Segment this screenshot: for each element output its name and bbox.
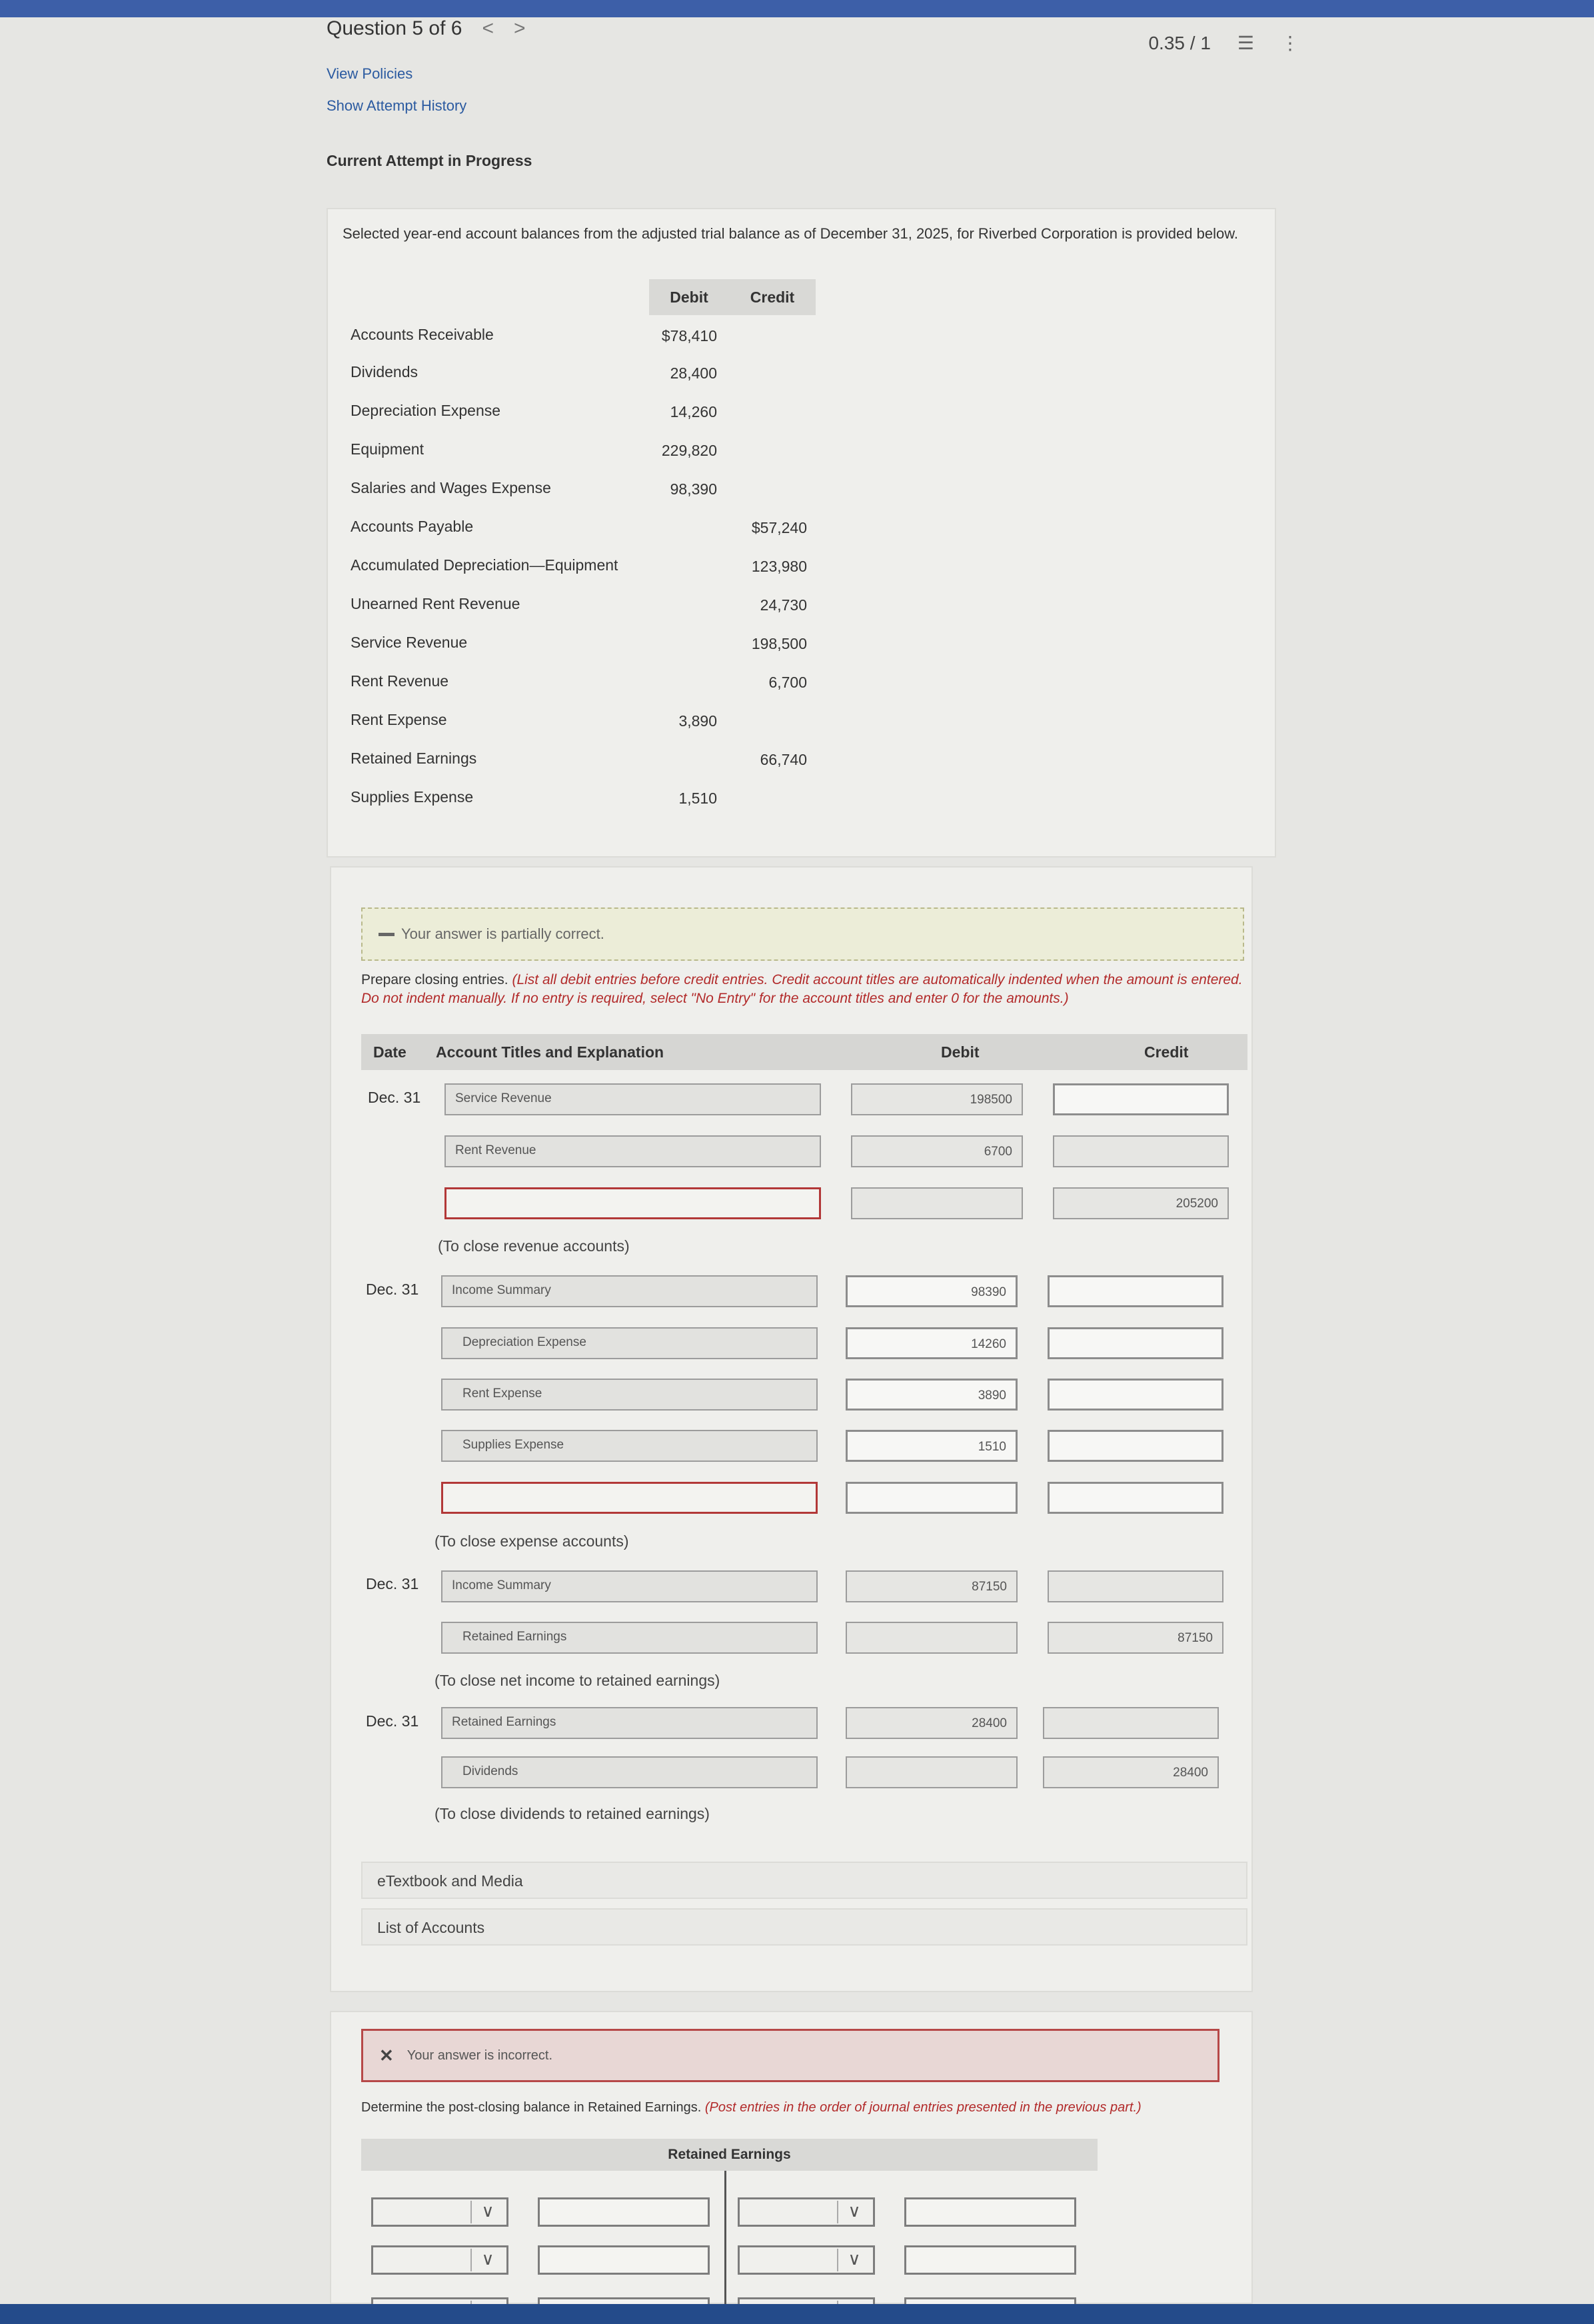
credit-input[interactable] <box>1043 1707 1219 1739</box>
tb-account: Rent Revenue <box>351 672 449 690</box>
debit-input[interactable] <box>846 1756 1018 1788</box>
entry-date: Dec. 31 <box>368 1089 421 1106</box>
debit-input[interactable]: 87150 <box>846 1570 1018 1602</box>
score-area <box>1148 32 1299 54</box>
closing-instructions <box>361 971 1247 1008</box>
tb-row <box>343 548 822 582</box>
credit-input[interactable]: 205200 <box>1053 1187 1229 1219</box>
tb-row <box>343 355 822 388</box>
entry-date: Dec. 31 <box>366 1575 419 1592</box>
tb-account: Accounts Payable <box>351 518 474 535</box>
tb-credit: $57,240 <box>751 519 807 536</box>
tb-row <box>343 510 822 543</box>
tb-debit: 14,260 <box>670 403 717 420</box>
entry-memo: (To close dividends to retained earnings) <box>434 1805 710 1822</box>
more-options-icon[interactable]: ⋮ <box>1281 33 1299 53</box>
incorrect-message: Your answer is incorrect. <box>406 2047 553 2063</box>
account-input[interactable] <box>444 1187 821 1219</box>
credit-date-select[interactable] <box>738 2197 875 2227</box>
chevron-down-icon: ∨ <box>470 2249 504 2271</box>
chevron-down-icon: ∨ <box>470 2201 504 2223</box>
show-attempt-history-link[interactable]: Show Attempt History <box>327 97 467 114</box>
debit-input[interactable]: 28400 <box>846 1707 1018 1739</box>
tb-account: Accumulated Depreciation—Equipment <box>351 556 618 574</box>
credit-input[interactable] <box>1048 1327 1223 1359</box>
credit-input[interactable] <box>1048 1275 1223 1307</box>
account-input[interactable] <box>441 1482 818 1514</box>
post-closing-instructions <box>361 2100 1247 2115</box>
tb-credit: 24,730 <box>760 596 807 614</box>
bottom-bar <box>0 2304 1594 2324</box>
debit-input[interactable]: 98390 <box>846 1275 1018 1307</box>
account-input[interactable]: Income Summary <box>441 1275 818 1307</box>
tb-account: Supplies Expense <box>351 788 474 806</box>
list-icon[interactable]: ☰ <box>1237 33 1254 53</box>
tb-account: Rent Expense <box>351 711 447 728</box>
tb-account: Accounts Receivable <box>351 326 494 343</box>
etextbook-media-link[interactable]: eTextbook and Media <box>361 1862 1247 1899</box>
credit-input[interactable]: 28400 <box>1043 1756 1219 1788</box>
chevron-down-icon: ∨ <box>837 2201 870 2223</box>
instructions2-plain: Determine the post-closing balance in Retained Earnings. <box>361 2100 702 2115</box>
tb-debit: 98,390 <box>670 480 717 498</box>
credit-amount-input[interactable] <box>904 2197 1076 2227</box>
tb-account: Salaries and Wages Expense <box>351 479 551 496</box>
credit-input[interactable] <box>1048 1482 1223 1514</box>
instructions-plain: Prepare closing entries. <box>361 972 508 987</box>
tb-row <box>343 394 822 427</box>
partial-correct-banner <box>361 907 1244 961</box>
tb-debit: 28,400 <box>670 364 717 382</box>
debit-input[interactable]: 6700 <box>851 1135 1023 1167</box>
question-label: Question 5 of 6 <box>327 17 462 39</box>
col-credit: Credit <box>1144 1043 1189 1061</box>
partial-message: Your answer is partially correct. <box>401 925 604 942</box>
journal-header <box>361 1034 1247 1070</box>
prev-question-icon[interactable]: < <box>482 17 494 39</box>
top-bar <box>0 0 1594 17</box>
debit-input[interactable] <box>851 1187 1023 1219</box>
instructions-red: (List all debit entries before credit entries. Credit account titles are automatically indented when the amount is entered. Do not indent manually. If no entry is required, select "No Entry" for the account titles and enter 0 for the amounts.) <box>361 972 1243 1006</box>
problem-card <box>327 208 1276 858</box>
t-account-divider <box>724 2171 726 2324</box>
tb-credit: 198,500 <box>751 635 807 652</box>
tb-row <box>343 703 822 736</box>
view-policies-link[interactable]: View Policies <box>327 65 413 82</box>
credit-input[interactable] <box>1048 1379 1223 1411</box>
closing-entries-card <box>330 866 1253 1992</box>
tb-credit: 123,980 <box>751 558 807 575</box>
list-of-accounts-link[interactable]: List of Accounts <box>361 1908 1247 1946</box>
credit-date-select[interactable] <box>738 2245 875 2275</box>
tb-debit: 1,510 <box>678 790 717 807</box>
credit-amount-input[interactable] <box>904 2245 1076 2275</box>
tb-account: Depreciation Expense <box>351 402 501 419</box>
debit-amount-input[interactable] <box>538 2197 710 2227</box>
tb-account: Unearned Rent Revenue <box>351 595 520 612</box>
question-header <box>327 17 1299 169</box>
tb-row <box>343 432 822 466</box>
debit-input[interactable]: 14260 <box>846 1327 1018 1359</box>
account-input[interactable]: Retained Earnings <box>441 1622 818 1654</box>
account-input[interactable]: Rent Revenue <box>444 1135 821 1167</box>
credit-input[interactable] <box>1048 1570 1223 1602</box>
col-date: Date <box>373 1043 406 1061</box>
account-input[interactable]: Supplies Expense <box>441 1430 818 1462</box>
tb-credit: 6,700 <box>768 674 807 691</box>
tb-account: Service Revenue <box>351 634 468 651</box>
debit-amount-input[interactable] <box>538 2245 710 2275</box>
entry-memo: (To close expense accounts) <box>434 1532 629 1550</box>
tb-debit: $78,410 <box>661 327 717 344</box>
debit-input[interactable] <box>846 1622 1018 1654</box>
tb-credit: 66,740 <box>760 751 807 768</box>
post-closing-card <box>330 2011 1253 2304</box>
problem-intro: Selected year-end account balances from the adjusted trial balance as of December 31, 2025, for Riverbed Corporation is provided below. <box>343 225 1238 242</box>
debit-input[interactable] <box>846 1482 1018 1514</box>
account-input[interactable]: Retained Earnings <box>441 1707 818 1739</box>
tb-row <box>343 664 822 698</box>
account-input[interactable]: Depreciation Expense <box>441 1327 818 1359</box>
chevron-down-icon: ∨ <box>837 2249 870 2271</box>
tb-debit: 229,820 <box>661 442 717 459</box>
t-account-title: Retained Earnings <box>361 2139 1098 2171</box>
account-input[interactable]: Income Summary <box>441 1570 818 1602</box>
credit-input[interactable] <box>1053 1135 1229 1167</box>
tb-account: Equipment <box>351 440 424 458</box>
x-icon: ✕ <box>379 2045 394 2065</box>
instructions2-red: (Post entries in the order of journal entries presented in the previous part.) <box>704 2100 1142 2115</box>
incorrect-banner <box>361 2029 1219 2082</box>
tb-row <box>343 318 822 351</box>
col-debit: Debit <box>941 1043 980 1061</box>
attempt-title: Current Attempt in Progress <box>327 152 532 169</box>
credit-input[interactable]: 87150 <box>1048 1622 1223 1654</box>
entry-date: Dec. 31 <box>366 1712 419 1730</box>
account-input[interactable]: Rent Expense <box>441 1379 818 1411</box>
tb-account: Dividends <box>351 363 418 380</box>
account-input[interactable]: Service Revenue <box>444 1083 821 1115</box>
debit-input[interactable]: 198500 <box>851 1083 1023 1115</box>
account-input[interactable]: Dividends <box>441 1756 818 1788</box>
debit-input[interactable]: 3890 <box>846 1379 1018 1411</box>
debit-date-select[interactable] <box>371 2197 508 2227</box>
next-question-icon[interactable]: > <box>514 17 526 39</box>
entry-memo: (To close revenue accounts) <box>438 1237 630 1255</box>
tb-row <box>343 587 822 620</box>
tb-debit: 3,890 <box>678 712 717 730</box>
debit-input[interactable]: 1510 <box>846 1430 1018 1462</box>
entry-memo: (To close net income to retained earnings) <box>434 1672 720 1689</box>
entry-date: Dec. 31 <box>366 1281 419 1298</box>
col-account: Account Titles and Explanation <box>436 1043 664 1061</box>
tb-row <box>343 626 822 659</box>
tb-row <box>343 742 822 775</box>
tb-row <box>343 471 822 504</box>
tb-credit-header: Credit <box>729 279 816 315</box>
question-nav <box>327 17 526 40</box>
credit-input[interactable] <box>1053 1083 1229 1115</box>
tb-row <box>343 780 822 814</box>
credit-input[interactable] <box>1048 1430 1223 1462</box>
score-value: 0.35 / 1 <box>1148 32 1211 53</box>
tb-debit-header: Debit <box>649 279 729 315</box>
partial-icon <box>379 933 395 936</box>
debit-date-select[interactable] <box>371 2245 508 2275</box>
tb-account: Retained Earnings <box>351 750 477 767</box>
